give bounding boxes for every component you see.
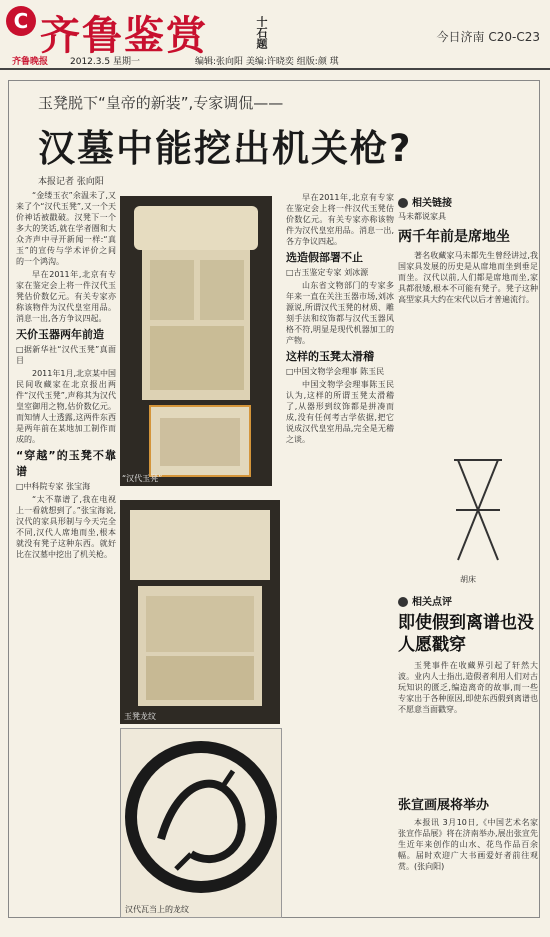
article-byline: 本报记者 张向阳 bbox=[38, 177, 104, 187]
middle-column bbox=[286, 192, 394, 914]
sidebar-tag: 相关链接 bbox=[398, 194, 538, 209]
editors-line: 编辑:张向阳 美编:许晓奕 组版:颜 琪 bbox=[195, 57, 339, 67]
sidebar-text: 著名收藏家马未都先生曾经讲过,我国家具发展的历史是从席地而坐到垂足而坐。汉代以前,人们都是席地而坐,家具都很矮,根本不可能有凳子。凳子这种高型家具大约在宋代以后才普遍流行。 bbox=[398, 251, 538, 304]
photo-caption: 玉凳龙纹 bbox=[124, 712, 156, 721]
folding-chair-illustration bbox=[448, 450, 508, 570]
bullet-icon bbox=[398, 198, 408, 208]
intro-paragraph: “金缕玉衣”余温未了,又来了个“汉代玉凳”,又一个天价神话被戳破。汉凳下一个多大的笑话,就在学者圈和大众齐声中寻开新闻一样:“真玉”的宣传与学术评价之间的一个鸿沟。 bbox=[16, 191, 116, 266]
calligraphy-signature: 十石题 bbox=[255, 16, 268, 49]
left-column bbox=[16, 190, 116, 914]
meta-bar bbox=[0, 52, 550, 70]
section-byline: □据新华社“汉代玉凳”真面目 bbox=[16, 345, 116, 365]
sidebar-title: 两千年前是席地坐 bbox=[398, 229, 510, 245]
section-title: 天价玉器两年前造 bbox=[16, 328, 104, 341]
dragon-stool-photo bbox=[120, 500, 280, 724]
section-byline: □古玉鉴定专家 刘冰源 bbox=[286, 268, 369, 277]
bullet-icon bbox=[398, 597, 408, 607]
intro-paragraph: 早在2011年,北京有专家在鉴定会上将一件汉代玉凳估价数亿元。有关专家亦称该物件为汉代皇室用品。消息一出,各方争议四起。 bbox=[286, 193, 394, 246]
sidebar-subtag: 马未都说家具 bbox=[398, 212, 446, 221]
section-byline: □中国文物学会理事 陈玉民 bbox=[286, 367, 385, 376]
section-byline: □中科院专家 张宝海 bbox=[16, 482, 91, 491]
sidebar-tag: 相关点评 bbox=[398, 593, 538, 608]
section-title: 这样的玉凳太滑稽 bbox=[286, 350, 374, 363]
logo-icon: C bbox=[6, 6, 36, 36]
dragon-tile-rubbing bbox=[120, 728, 282, 918]
section-text: 山东省文物部门的专家多年来一直在关注玉器市场,刘冰源说,所谓汉代玉凳的材质、雕刻手法和纹饰都与汉代玉器风格不符,明显是现代机器加工的产物。 bbox=[286, 281, 394, 345]
sidebar-title: 即使假到离谱也没人愿戳穿 bbox=[398, 613, 534, 655]
article-headline: 汉墓中能挖出机关枪? bbox=[38, 127, 413, 170]
photo-caption: 汉代瓦当上的龙纹 bbox=[125, 905, 189, 914]
intro-paragraph: 早在2011年,北京有专家在鉴定会上将一件汉代玉凳估价数亿元。有关专家亦称该物件为汉代皇室用品。消息一出,各方争议四起。 bbox=[16, 270, 116, 323]
paper-name: 齐鲁晚报 bbox=[12, 57, 49, 67]
article-subtitle: 玉凳脱下“皇帝的新装”,专家调侃—— bbox=[38, 94, 284, 112]
section-text: “太不靠谱了,我在电视上一看就想到了。”张宝海说,汉代的家具形制与今天完全不同,汉代人席地而坐,根本就没有凳子这种东西。就好比在汉墓中挖出了机关枪。 bbox=[16, 495, 116, 559]
section-title: 选造假部署不止 bbox=[286, 251, 363, 264]
issue-date: 2012.3.5 星期一 bbox=[70, 57, 140, 67]
sidebar-title: 张宣画展将举办 bbox=[398, 798, 490, 813]
sidebar bbox=[398, 194, 538, 916]
section-pages: 今日济南 C20-C23 bbox=[436, 30, 540, 44]
sidebar-text: 玉凳事件在收藏界引起了轩然大波。业内人士指出,造假者利用人们对古玩知识的匮乏,编造离奇的故事,而一些专家出于各种原因,即使东西假到离谱也不愿意当面戳穿。 bbox=[398, 661, 538, 714]
section-text: 2011年1月,北京某中国民间收藏家在北京报出两件“汉代玉凳”,声称其为汉代皇室御用之物,估价数亿元。而知情人士透露,这两件东西是两年前在某地加工制作而成的。 bbox=[16, 369, 116, 444]
column-title: 齐鲁鉴赏 bbox=[40, 12, 208, 59]
chair-caption: 胡床 bbox=[460, 575, 476, 584]
section-title: “穿越”的玉凳不靠谱 bbox=[16, 449, 116, 478]
sidebar-text: 本报讯 3月10日,《中国艺术名家张宣作品展》将在济南举办,展出张宣先生近年来创作的山水、花鸟作品百余幅。届时欢迎广大书画爱好者前往观赏。(张向阳) bbox=[398, 818, 538, 871]
jade-stool-photo bbox=[120, 196, 272, 486]
section-text: 中国文物学会理事陈玉民认为,这样的所谓玉凳太滑稽了,从器形到纹饰都是拼凑而成,没有任何考古学依据,把它说成汉代皇室用品,完全是无稽之谈。 bbox=[286, 380, 394, 444]
photo-caption: “汉代玉凳” bbox=[122, 474, 163, 483]
